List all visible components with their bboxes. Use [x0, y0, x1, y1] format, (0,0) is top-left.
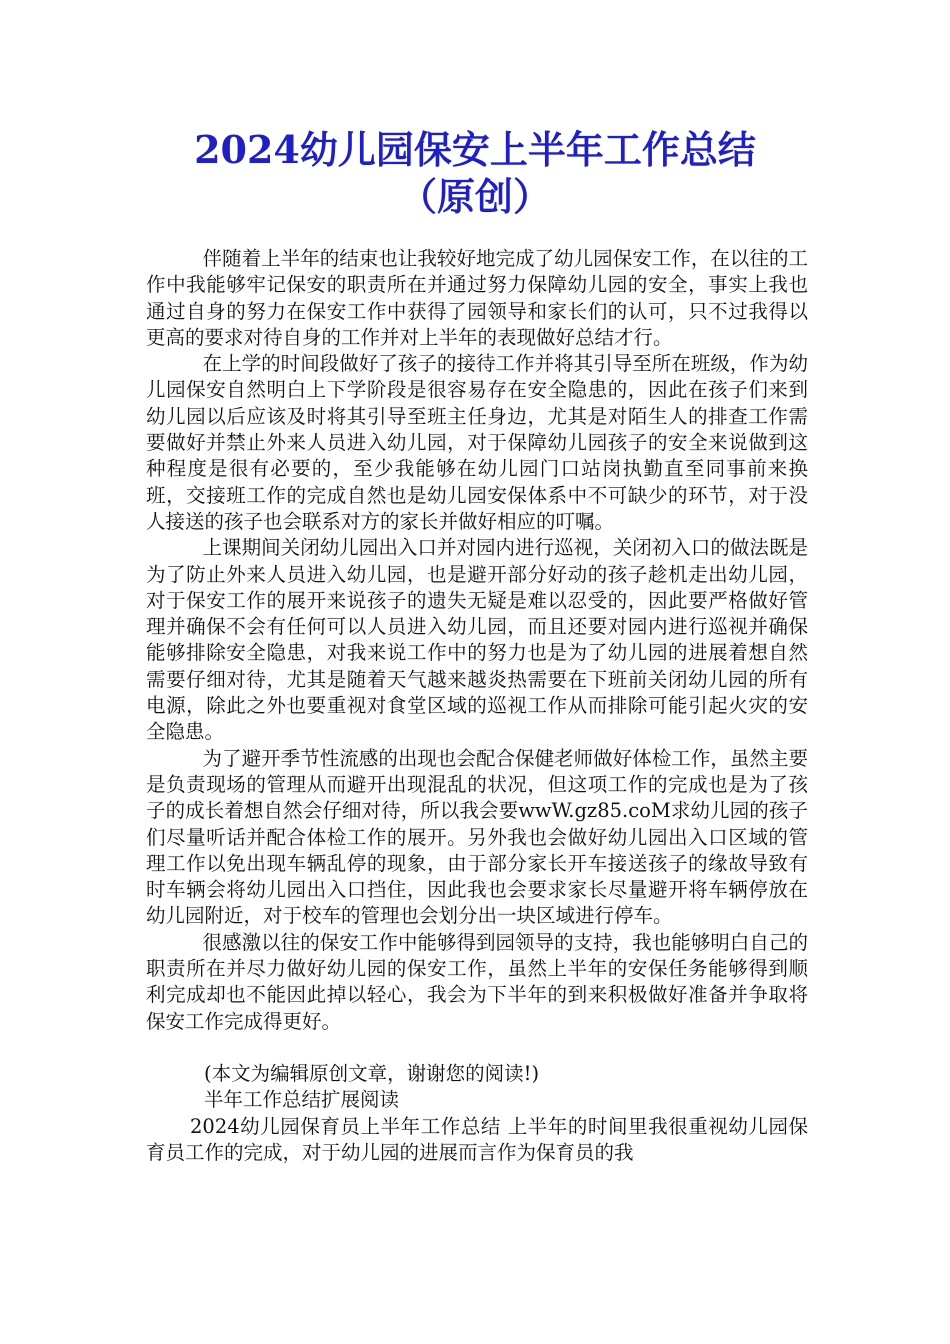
paragraph: 上课期间关闭幼儿园出入口并对园内进行巡视，关闭初入口的做法既是为了防止外来人员进入幼儿园，也是避开部分好动的孩子趁机走出幼儿园，对于保安工作的展开来说孩子的遗失无疑是难以忍受的，因此要严格做好管理并确保不会有任何可以人员进入幼儿园，而且还要对园内进行巡视并确保能够排除安全隐患，对我来说工作中的努力也是为了幼儿园的进展着想自然需要仔细对待，尤其是随着天气越来越炎热需要在下班前关闭幼儿园的所有电源，除此之外也要重视对食堂区域的巡视工作从而排除可能引起火灾的安全隐患。 — [146, 536, 808, 744]
paragraph: 伴随着上半年的结束也让我较好地完成了幼儿园保安工作，在以往的工作中我能够牢记保安的职责所在并通过努力保障幼儿园的安全，事实上我也通过自身的努力在保安工作中获得了园领导和家长们的认可，只不过我得以更高的要求对待自身的工作并对上半年的表现做好总结才行。 — [146, 247, 808, 349]
paragraph: 很感激以往的保安工作中能够得到园领导的支持，我也能够明白自己的职责所在并尽力做好幼儿园的保安工作，虽然上半年的安保任务能够得到顺利完成却也不能因此掉以轻心，我会为下半年的到来积极做好准备并争取将保安工作完成得更好。 — [146, 930, 808, 1033]
editor-note: (本文为编辑原创文章，谢谢您的阅读!) — [204, 1061, 540, 1085]
extended-reading-heading: 半年工作总结扩展阅读 — [204, 1088, 400, 1112]
paragraph: 在上学的时间段做好了孩子的接待工作并将其引导至所在班级，作为幼儿园保安自然明白上下学阶段是很容易存在安全隐患的，因此在孩子们来到幼儿园以后应该及时将其引导至班主任身边，尤其是对陌生人的排查工作需要做好并禁止外来人员进入幼儿园，对于保障幼儿园孩子的安全来说做到这种程度是很有必要的，至少我能够在幼儿园门口站岗执勤直至同事前来换班，交接班工作的完成自然也是幼儿园安保体系中不可缺少的环节，对于没人接送的孩子也会联系对方的家长并做好相应的叮嘱。 — [146, 352, 808, 533]
document-title — [145, 126, 805, 220]
document-body — [146, 246, 808, 1166]
extended-reading-text: 2024幼儿园保育员上半年工作总结 上半年的时间里我很重视幼儿园保育员工作的完成，对于幼儿园的进展而言作为保育员的我 — [146, 1114, 808, 1164]
paragraph: 为了避开季节性流感的出现也会配合保健老师做好体检工作，虽然主要是负责现场的管理从而避开出现混乱的状况，但这项工作的完成也是为了孩子的成长着想自然会仔细对待，所以我会要wwW.gz85.coM求幼儿园的孩子们尽量听话并配合体检工作的展开。另外我也会做好幼儿园出入口区域的管理工作以免出现车辆乱停的现象，由于部分家长开车接送孩子的缘故导致有时车辆会将幼儿园出入口挡住，因此我也会要求家长尽量避开将车辆停放在幼儿园附近，对于校车的管理也会划分出一块区域进行停车。 — [146, 746, 808, 928]
spacer — [146, 1035, 808, 1061]
title-line-1: 2024幼儿园保安上半年工作总结 — [194, 127, 756, 172]
title-line-2: （原创） — [398, 174, 551, 219]
